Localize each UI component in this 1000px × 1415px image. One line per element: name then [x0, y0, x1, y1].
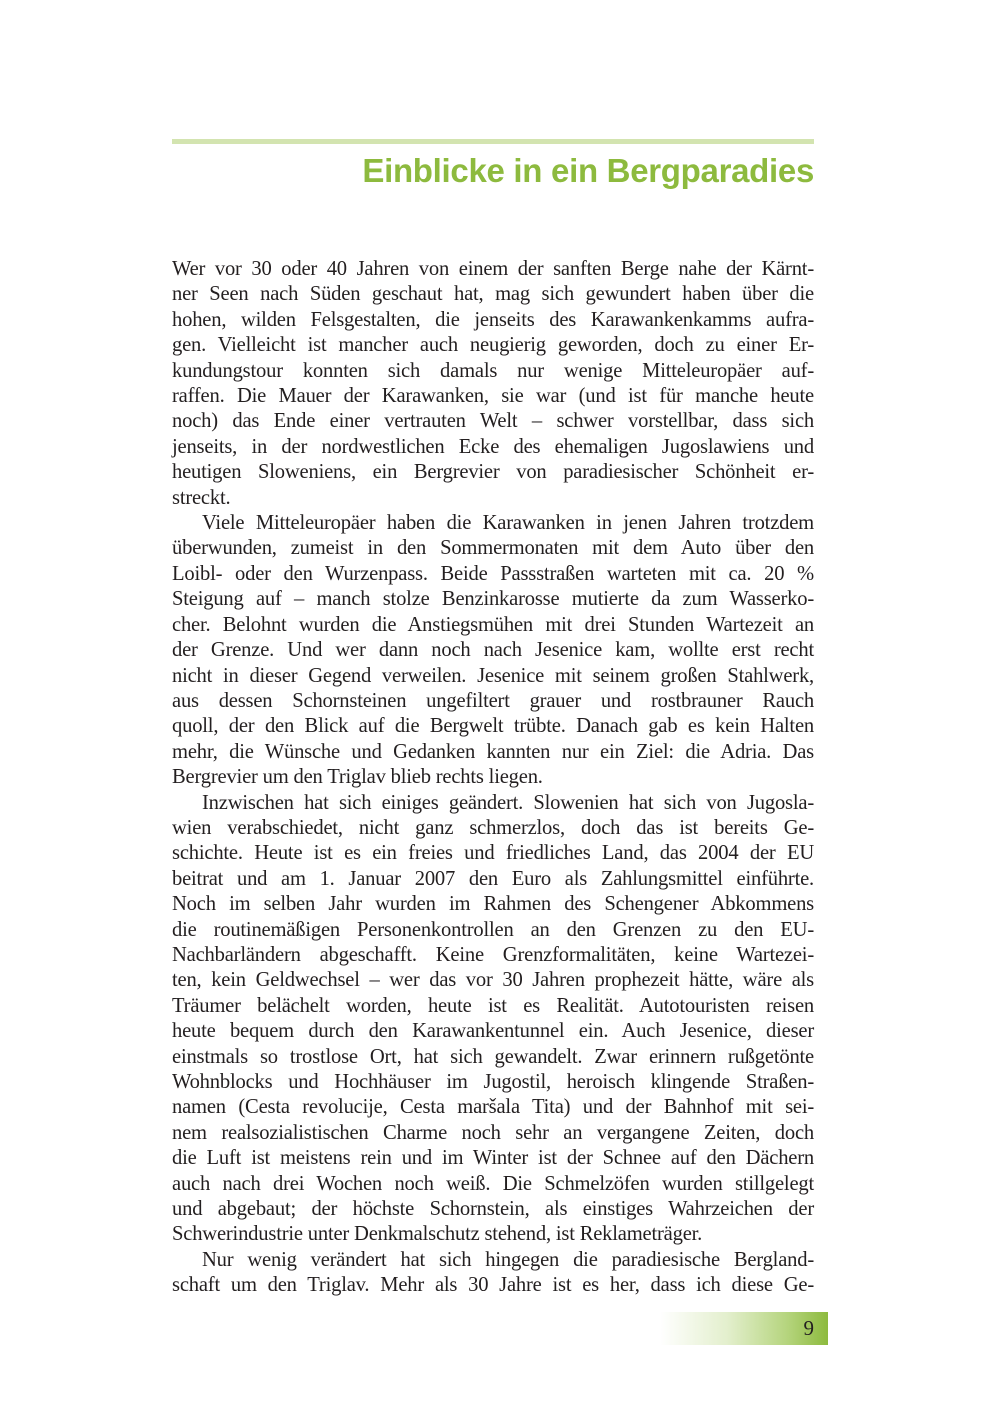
text-line: einstmals so trostlose Ort, hat sich gewandelt. Zwar erinnern rußgetönte	[172, 1045, 814, 1068]
text-line: aus dessen Schornsteinen ungefiltert grauer und rostbrauner Rauch	[172, 689, 814, 712]
text-line: heute bequem durch den Karawankentunnel ein. Auch Jesenice, dieser	[172, 1020, 814, 1043]
text-line: Bergrevier um den Triglav blieb rechts liegen.	[172, 766, 543, 789]
text-line: Schwerindustrie unter Denkmalschutz stehend, ist Reklameträger.	[172, 1223, 703, 1246]
page-title: Einblicke in ein Bergparadies	[362, 152, 814, 189]
text-line: die routinemäßigen Personenkontrollen an den Grenzen zu den EU-	[172, 918, 814, 941]
text-line: Inzwischen hat sich einiges geändert. Slowenien hat sich von Jugosla-	[202, 791, 814, 814]
page-number: 9	[803, 1316, 814, 1340]
text-line: streckt.	[172, 486, 231, 509]
paragraph	[172, 511, 814, 790]
text-line: nem realsozialistischen Charme noch sehr an vergangene Zeiten, doch	[172, 1121, 814, 1144]
text-line: überwunden, zumeist in den Sommermonaten mit dem Auto über den	[172, 537, 814, 560]
text-line: Viele Mitteleuropäer haben die Karawanken in jenen Jahren trotzdem	[202, 512, 814, 535]
text-line: nicht in dieser Gegend verweilen. Jesenice mit seinem großen Stahlwerk,	[172, 664, 814, 687]
text-line: beitrat und am 1. Januar 2007 den Euro als Zahlungsmittel einführte.	[172, 867, 814, 890]
text-line: mehr, die Wünsche und Gedanken kannten nur ein Ziel: die Adria. Das	[172, 740, 814, 763]
paragraph	[172, 257, 814, 511]
text-line: noch) das Ende einer vertrauten Welt – schwer vorstellbar, dass sich	[172, 410, 814, 433]
body-text	[172, 257, 814, 1299]
text-line: hohen, wilden Felsgestalten, die jenseits des Karawankenkamms aufra-	[172, 308, 814, 331]
title-rule	[172, 139, 814, 144]
text-line: Nachbarländern abgeschafft. Keine Grenzformalitäten, keine Wartezei-	[172, 943, 814, 966]
paragraph	[172, 791, 814, 1248]
paragraph	[172, 1248, 814, 1299]
text-line: heutigen Sloweniens, ein Bergrevier von paradiesischer Schönheit er-	[172, 461, 814, 484]
text-line: Wer vor 30 oder 40 Jahren von einem der sanften Berge nahe der Kärnt-	[172, 258, 814, 280]
text-line: gen. Vielleicht ist mancher auch neugierig geworden, doch zu einer Er-	[172, 334, 814, 357]
text-line: wien verabschiedet, nicht ganz schmerzlos, doch das ist bereits Ge-	[172, 816, 814, 839]
page-number-tab	[660, 1312, 828, 1345]
text-line: raffen. Die Mauer der Karawanken, sie war (und ist für manche heute	[172, 385, 814, 408]
text-line: Steigung auf – manch stolze Benzinkarosse mutierte da zum Wasserko-	[172, 588, 814, 611]
text-line: schaft um den Triglav. Mehr als 30 Jahre ist es her, dass ich diese Ge-	[172, 1274, 814, 1297]
text-line: namen (Cesta revolucije, Cesta maršala Tita) und der Bahnhof mit sei-	[172, 1096, 814, 1119]
text-line: quoll, der den Blick auf die Bergwelt trübte. Danach gab es kein Halten	[172, 715, 814, 738]
text-line: auch nach drei Wochen noch weiß. Die Schmelzöfen wurden stillgelegt	[172, 1172, 814, 1195]
text-line: ten, kein Geldwechsel – wer das vor 30 Jahren prophezeit hätte, wäre als	[172, 969, 814, 992]
text-line: ner Seen nach Süden geschaut hat, mag sich gewundert haben über die	[172, 283, 814, 306]
text-line: Wohnblocks und Hochhäuser im Jugostil, heroisch klingende Straßen-	[172, 1071, 814, 1093]
text-line: Loibl- oder den Wurzenpass. Beide Passstraßen warteten mit ca. 20 %	[172, 562, 814, 585]
text-line: der Grenze. Und wer dann noch nach Jesenice kam, wollte erst recht	[172, 639, 814, 662]
text-line: und abgebaut; der höchste Schornstein, als einstiges Wahrzeichen der	[172, 1198, 814, 1221]
text-line: cher. Belohnt wurden die Anstiegsmühen mit drei Stunden Wartezeit an	[172, 613, 814, 636]
text-line: schichte. Heute ist es ein freies und friedliches Land, das 2004 der EU	[172, 842, 814, 865]
text-line: Noch im selben Jahr wurden im Rahmen des Schengener Abkommens	[172, 893, 814, 916]
text-line: Träumer belächelt worden, heute ist es Realität. Autotouristen reisen	[172, 994, 814, 1017]
text-line: jenseits, in der nordwestlichen Ecke des ehemaligen Jugoslawiens und	[172, 435, 814, 458]
text-line: die Luft ist meistens rein und im Winter ist der Schnee auf den Dächern	[172, 1147, 814, 1170]
text-line: Nur wenig verändert hat sich hingegen die paradiesische Bergland-	[202, 1248, 814, 1271]
text-line: kundungstour konnten sich damals nur wenige Mitteleuropäer auf-	[172, 359, 814, 382]
